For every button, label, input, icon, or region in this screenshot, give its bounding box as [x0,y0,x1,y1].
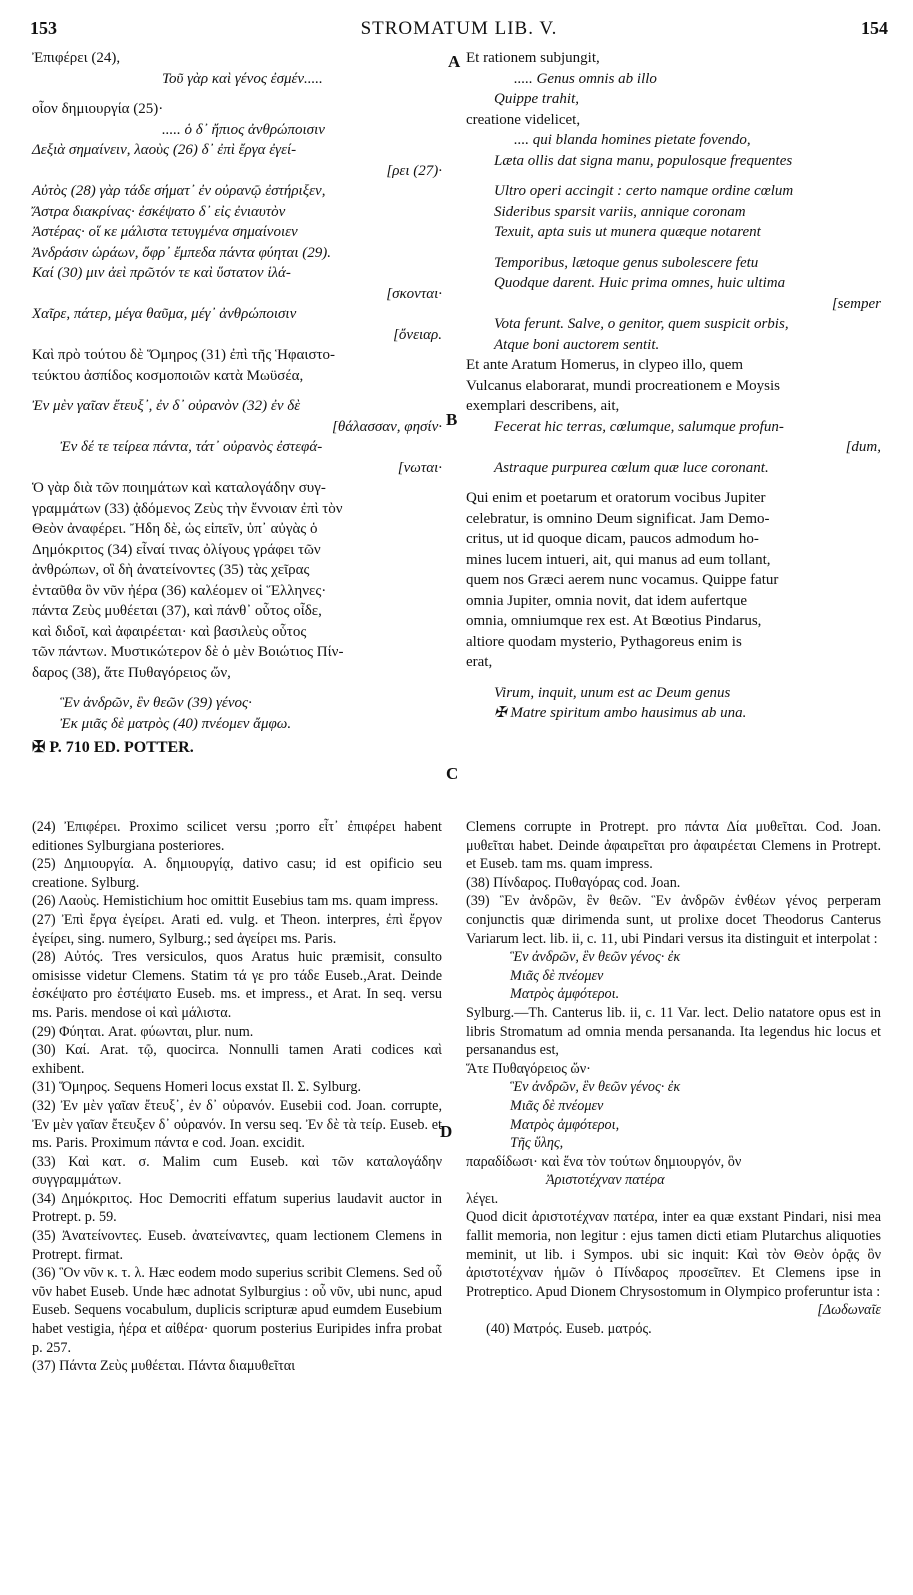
footnote-verse: Ἀριστοτέχναν πατέρα [546,1172,665,1189]
text-line: exemplari describens, ait, [466,398,620,414]
spacer [466,171,881,181]
margin-letter-b: B [446,410,458,429]
text-line: τεύκτου ἀσπίδος κοσμοποιῶν κατὰ Μωϋσέα, [32,367,304,384]
spacer [32,386,442,396]
text-line: Τοῦ γὰρ καὶ γένος ἐσμέν..... [162,70,323,87]
greek-text-column [32,48,442,759]
margin-letter-c: C [446,764,459,783]
footnotes-right [466,818,881,1339]
footnote: (32) Ἐν μὲν γαῖαν ἔτευξ᾽, ἐν δ᾽ οὐρανόν. Eusebii cod. Joan. corrupte, Ἐν μὲν γαῖαν ἔτευξεν δ᾽ οὐρανόν. In versu seq. Ἐν δὲ τὰ τείρ. Euseb. et ms. Paris. Proximum πάντα e cod. Joan. excidit. [32,1097,442,1152]
footnote: (31) Ὅμηρος. Sequens Homeri locus exstat Il. Σ. Sylburg. [32,1079,362,1096]
footnote-line: παραδίδωσι· καὶ ἕνα τὸν τούτων δημιουργόν, ὃν [466,1153,742,1170]
footnote-paragraph: (40) Ματρός. Euseb. ματρός. [486,1321,652,1338]
spacer [466,243,881,253]
text-line: Temporibus, lætoque genus subolescere fetu [494,254,759,271]
text-line: δαρος (38), ἅτε Πυθαγόρειος ὤν, [32,664,231,681]
text-line: erat, [466,654,493,670]
footnote: Clemens corrupte in Protrept. pro πάντα Δία μυθεῖται. Cod. Joan. μυθεῖται habet. Deinde ἀφαιρεῖται pro ἀφαιρέεται Clemens in Protrept. et Euseb. tam ms. quam impress. [466,819,881,873]
text-line: Virum, inquit, unum est ac Deum genus [494,684,731,701]
text-line: ✠ Matre spiritum ambo hausimus ab una. [494,705,747,721]
text-line: Sideribus sparsit variis, annique coronam [494,203,746,220]
footnote-verse: Ἓν ἀνδρῶν, ἓν θεῶν γένος· ἐκ [510,949,681,966]
text-line: Ὁ γὰρ διὰ τῶν ποιημάτων καὶ καταλογάδην συγ- [32,480,326,496]
text-line: Vulcanus elaborarat, mundi procreationem e Moysis [466,377,781,394]
text-line: Ἀνδράσιν ὡράων, ὄφρ᾽ ἔμπεδα πάντα φύηται (29). [32,244,332,261]
text-line: τῶν πάντων. Μυστικώτερον δὲ ὁ μὲν Βοιώτιος Πίν- [32,644,344,660]
running-title: STROMATUM LIB. V. [360,18,558,39]
text-line: Ἐπιφέρει (24), [32,50,121,66]
margin-letter-a: A [448,52,461,71]
page-header [30,18,888,42]
footnote-verse: Τῆς ὕλης, [510,1135,564,1152]
text-line: Quippe trahit, [494,91,579,107]
text-line: [θάλασσαν, φησίν· [332,418,442,435]
text-line: omnia Jupiter, omnia novit, dat idem aufertque [466,592,747,609]
text-line: [νωται· [397,459,442,476]
text-line: Δημόκριτος (34) εἶναί τινας ὀλίγους γράφει τῶν [32,541,321,558]
footnote-bracket: [Δωδωναῖε [817,1302,881,1319]
page-number-right: 154 [861,18,888,38]
text-line: ἀνθρώπων, οἳ δὴ ἀνατείνοντες (35) τὰς χεῖρας [32,562,310,578]
text-line: .... qui blanda homines pietate fovendo, [514,132,751,148]
spacer [32,683,442,693]
footnote: (25) Δημιουργία. A. δημιουργίᾳ, dativo casu; id est opificio seu creatione. Sylburg. [32,856,442,891]
text-line: creatione videlicet, [466,111,581,128]
text-line: [semper [831,295,881,312]
footnote-verse: Ἓν ἀνδρῶν, ἓν θεῶν γένος· ἐκ [510,1079,681,1096]
text-line: Καὶ πρὸ τούτου δὲ Ὅμηρος (31) ἐπὶ τῆς Ἡφαιστο- [32,347,336,363]
text-line: καὶ διδοῖ, καὶ ἀφαιρέεται· καὶ βασιλεὺς οὗτος [32,623,307,640]
text-line: Ἐν μὲν γαῖαν ἔτευξ᾽, ἐν δ᾽ οὐρανὸν (32) ἐν δὲ [32,398,301,414]
text-line: Qui enim et poetarum et oratorum vocibus Jupiter [466,490,766,506]
margin-letter-d: D [440,1122,453,1141]
spacer [32,89,442,99]
text-line: Astraque purpurea cœlum quæ luce coronant. [494,459,769,476]
text-line: Ἀστέρας· οἵ κε μάλιστα τετυγμένα σημαίνοιεν [32,224,298,240]
text-line: Ἓν ἀνδρῶν, ἓν θεῶν (39) γένος· [60,695,252,711]
footnote-verse: Ματρὸς ἀμφότεροι. [510,986,620,1003]
text-line: Χαῖρε, πάτερ, μέγα θαῦμα, μέγ᾽ ἀνθρώποισιν [32,306,297,322]
text-line: Θεὸν ἀναφέρει. Ἤδη δὲ, ὡς εἰπεῖν, ὑπ᾽ αὐγὰς ὁ [32,521,318,537]
text-line: [σκονται· [386,285,442,302]
footnote-verse: Μιᾶς δὲ πνέομεν [510,1097,604,1114]
footnote-paragraph: Quod dicit ἀριστοτέχναν πατέρα, inter ea quæ exstant Pindari, nisi mea fallit memoria, non legitur : ejus tamen dicti etiam Plutarchus aliquoties meminit, ut lib. i Sympos. ubi sic inquit: Καὶ τὸν Θεὸν ὁρᾷς ὃν ἀριστοτέχναν ἡμῶν ὁ Πίνδαρος προσεῖπεν. Et Clemens ipse in Protreptico. Apud Dionem Chrysostomum in Olympico proferuntur ista : [466,1209,881,1300]
text-line: quem nos Græci aerem nunc vocamus. Quippe fatur [466,572,779,588]
text-line: ἐνταῦθα ὃν νῦν ἠέρα (36) καλέομεν οἱ Ἕλληνες· [32,582,327,599]
footnote-verse: Ματρὸς ἀμφότεροι, [510,1116,620,1133]
text-line: omnia, omniumque rex est. At Bœotius Pindarus, [466,613,762,629]
text-line: Atque boni auctorem sentit. [494,336,660,353]
text-line: Δεξιὰ σημαίνειν, λαοὺς (26) δ᾽ ἐπὶ ἔργα ἐγεί- [32,142,297,158]
text-line: Αὐτὸς (28) γὰρ τάδε σήματ᾽ ἐν οὐρανῷ ἐστήριξεν, [32,183,326,199]
text-line: Texuit, apta suis ut munera quæque notarent [494,224,761,240]
spacer [466,478,881,488]
footnote: (34) Δημόκριτος. Hoc Democriti effatum superius laudavit auctor in Protrept. p. 59. [32,1190,442,1226]
text-line: Et rationem subjungit, [466,50,600,66]
text-line: Vota ferunt. Salve, o genitor, quem suspicit orbis, [494,316,789,332]
text-line: Fecerat hic terras, cœlumque, salumque profun- [494,418,784,435]
text-line: οἷον δημιουργία (25)· [32,101,164,117]
footnotes-left [32,818,442,1376]
footnote: (28) Αὐτός. Tres versiculos, quos Aratus huic præmisit, consulto omisisse videtur Clemens. Statim τά γε pro τάδε Euseb.,Arat. Deinde ἐσκέψατο pro ἐστέψατο Euseb. ms. et impress., et Arat. In seq. versu ms. Paris. mendose οἱ καὶ μάλιστα. [32,949,442,1021]
text-line: γραμμάτων (33) ᾀδόμενος Ζεὺς τὴν ἔννοιαν ἐπὶ τὸν [32,500,343,517]
page-number-left: 153 [30,18,57,38]
text-line: Quodque darent. Huic prima omnes, huic ultima [494,275,786,291]
text-line: Ultro operi accingit : certo namque ordine cœlum [494,183,794,199]
footnote-verse-head: Ἅτε Πυθαγόρειος ὤν· [466,1060,591,1077]
footnote: (30) Καί. Arat. τῷ, quocirca. Nonnulli tamen Arati codices καὶ exhibent. [32,1042,442,1077]
footnote: (26) Λαοὺς. Hemistichium hoc omittit Eusebius tam ms. quam impress. [32,893,439,910]
text-line: celebratur, is omnino Deum significat. Jam Demo- [466,510,770,527]
footnote: (37) Πάντα Ζεὺς μυθέεται. Πάντα διαμυθεῖται [32,1358,296,1375]
text-line: ..... Genus omnis ab illo [514,70,657,87]
footnote-line: λέγει. [466,1190,499,1207]
text-line: Ἄστρα διακρίνας· ἐσκέψατο δ᾽ εἰς ἐνιαυτὸν [32,203,286,220]
footnote: (24) Ἐπιφέρει. Proximo scilicet versu ;porro εἶτ᾽ ἐπιφέρει habent editiones Sylburgiana posteriores. [32,819,442,854]
text-line: mines lucem intueri, ait, qui manus ad eum tollant, [466,551,771,568]
text-line: [ὄνειαρ. [393,326,442,343]
text-line: ..... ὁ δ᾽ ἤπιος ἀνθρώποισιν [162,121,325,138]
footnote: (39) Ἓν ἀνδρῶν, ἓν θεῶν. Ἓν ἀνδρῶν ἐνθέων γένος perperam conjunctis quæ dirimenda sunt, ut prolixe docet Theodorus Canterus Variarum lect. lib. ii, c. 11, ubi Pindari versus ita distinguit et interpolat : [466,893,881,947]
text-line: altiore quodam mysterio, Pythagoreus enim is [466,633,742,650]
spacer [466,673,881,683]
text-line: Καί (30) μιν ἀεὶ πρῶτόν τε καὶ ὕστατον ἱλά- [32,265,291,281]
text-line: Ἐκ μιᾶς δὲ ματρὸς (40) πνέομεν ἄμφω. [60,715,292,732]
footnote: (27) Ἐπὶ ἔργα ἐγείρει. Arati ed. vulg. et Theon. interpres, ἐπὶ ἔργον ἐγείρει, sing. numero, Sylburg.; sed ἀγείρει ms. Paris. [32,911,442,947]
footnote: (29) Φύηται. Arat. φύωνται, plur. num. [32,1023,254,1040]
text-line: Læta ollis dat signa manu, populosque frequentes [494,152,793,169]
text-line: critus, ut id quoque dicam, paucos admodum ho- [466,531,759,547]
text-line: [ρει (27)· [386,162,442,179]
text-line: [dum, [845,439,881,455]
footnote: (35) Ἀνατείνοντες. Euseb. ἀνατείναντες, quam lectionem Clemens in Protrept. firmat. [32,1228,442,1263]
footnote: (33) Καὶ κατ. σ. Malim cum Euseb. καὶ τῶν καταλογάδην συγγραμμάτων. [32,1153,442,1189]
latin-text-column [466,48,881,724]
footnote: (38) Πίνδαρος. Πυθαγόρας cod. Joan. [466,874,681,891]
edition-marker: ✠ P. 710 ED. POTTER. [32,739,194,756]
text-line: πάντα Ζεὺς μυθέεται (37), καὶ πάνθ᾽ οὗτος οἶδε, [32,603,322,619]
footnote-paragraph: Sylburg.—Th. Canterus lib. ii, c. 11 Var. lect. Delio natatore opus est in libris Stromatum ad omnia menda persananda. Ita legendus hic locus et persanandus est, [466,1004,881,1059]
text-line: Ἐν δέ τε τείρεα πάντα, τάτ᾽ οὐρανὸς ἐστεφά- [60,439,323,455]
footnote-verse: Μιᾶς δὲ πνέομεν [510,967,604,984]
text-line: Et ante Aratum Homerus, in clypeo illo, quem [466,357,744,373]
footnote: (36) Ὃν νῦν κ. τ. λ. Hæc eodem modo superius scribit Clemens. Sed οὗ νῦν habet Euseb. Unde hæc adnotat Sylburgius : οὗ νῦν, ubi nunc, apud Euseb. Sequens vocabulum, duplicis scripturæ apud eumdem Eusebium habet vestigia, ἠέρα et αἰθέρα· quorum posterius Euripides infra probat p. 257. [32,1265,442,1356]
